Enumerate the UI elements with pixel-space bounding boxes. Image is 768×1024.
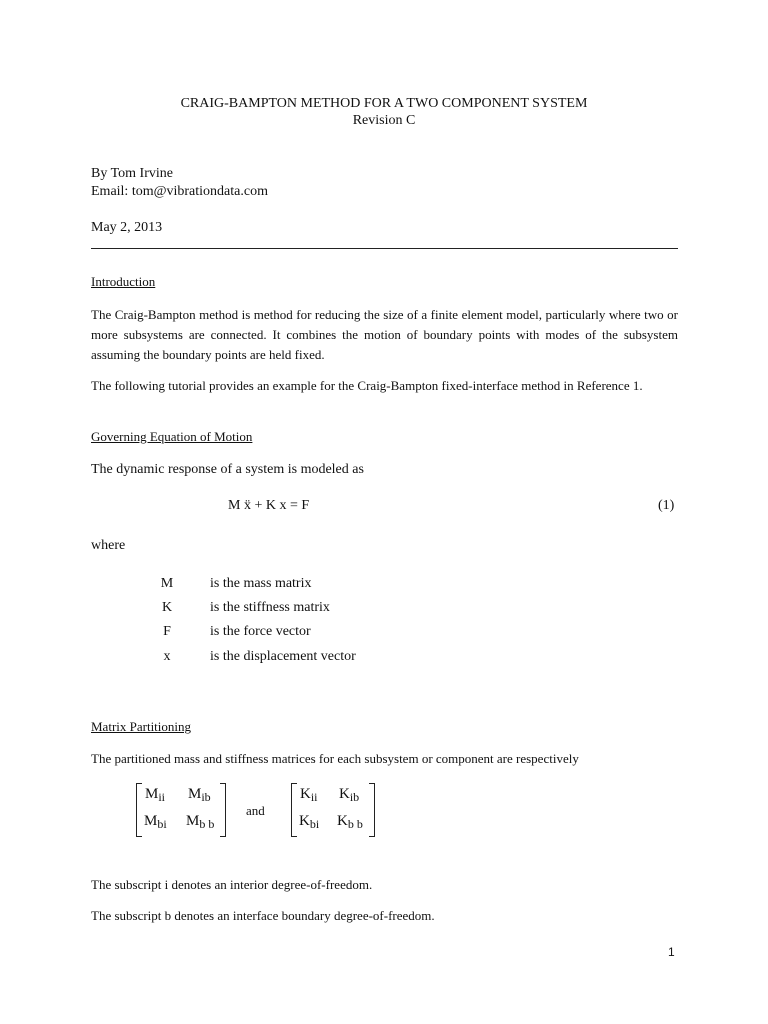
governing-intro: The dynamic response of a system is modeled as — [91, 462, 364, 477]
where-label: where — [91, 538, 126, 553]
matrix-cell: $M_{bi}$ — [144, 813, 167, 831]
matrix-cell: $M_{ii}$ — [145, 786, 166, 804]
introduction-paragraph-2: The following tutorial provides an example for the Craig-Bampton fixed-interface method in Reference 1. — [91, 378, 643, 393]
section-heading-matrix-partitioning: Matrix Partitioning — [91, 719, 192, 734]
horizontal-rule — [91, 248, 678, 249]
equation-number: (1) — [658, 498, 675, 513]
introduction-paragraph-1: The Craig-Bampton method is method for reducing the size of a finite element model, particularly where two or more subsystems are connected. It combines the motion of boundary points with modes of the subsystem assuming the boundary points are held fixed. — [91, 307, 678, 362]
section-heading-governing-equation: Governing Equation of Motion — [91, 429, 253, 444]
document-date: May 2, 2013 — [91, 220, 163, 235]
bracket-left — [136, 783, 142, 837]
document-revision: Revision C — [352, 113, 416, 128]
matrix-cell: $K_{ib}$ — [339, 786, 360, 804]
definition-text: is the mass matrix — [210, 576, 312, 591]
definition-symbol: x — [163, 649, 171, 664]
definition-symbol: K — [161, 600, 173, 615]
subscript-note-interior: The subscript i denotes an interior degree-of-freedom. — [91, 877, 373, 892]
definition-text: is the stiffness matrix — [210, 600, 330, 615]
document-title: CRAIG-BAMPTON METHOD FOR A TWO COMPONENT SYSTEM — [180, 96, 588, 111]
author-byline: By Tom Irvine — [91, 166, 173, 181]
bracket-right — [369, 783, 375, 837]
and-label: and — [246, 803, 265, 818]
matrix-cell: $M_{ib}$ — [188, 786, 211, 804]
partitioning-intro: The partitioned mass and stiffness matrices for each subsystem or component are respectively — [91, 751, 579, 766]
definition-symbol: F — [163, 624, 171, 639]
matrix-cell: $K_{bi}$ — [299, 813, 320, 831]
matrix-cell: $M_{b b}$ — [186, 813, 215, 831]
section-heading-introduction: Introduction — [91, 274, 156, 289]
page-number: 1 — [668, 945, 675, 959]
definition-text: is the force vector — [210, 624, 311, 639]
definition-symbol: M — [160, 576, 174, 591]
bracket-left — [291, 783, 297, 837]
definition-text: is the displacement vector — [210, 649, 356, 664]
equation-of-motion: M ẍ + K x = F — [228, 498, 310, 513]
stiffness-matrix — [291, 783, 375, 837]
matrix-cell: $K_{ii}$ — [300, 786, 318, 804]
author-email: Email: tom@vibrationdata.com — [91, 184, 268, 199]
subscript-note-boundary: The subscript b denotes an interface boundary degree-of-freedom. — [91, 908, 435, 923]
matrix-cell: $K_{b b}$ — [337, 813, 363, 831]
bracket-right — [220, 783, 226, 837]
mass-matrix — [136, 783, 226, 837]
